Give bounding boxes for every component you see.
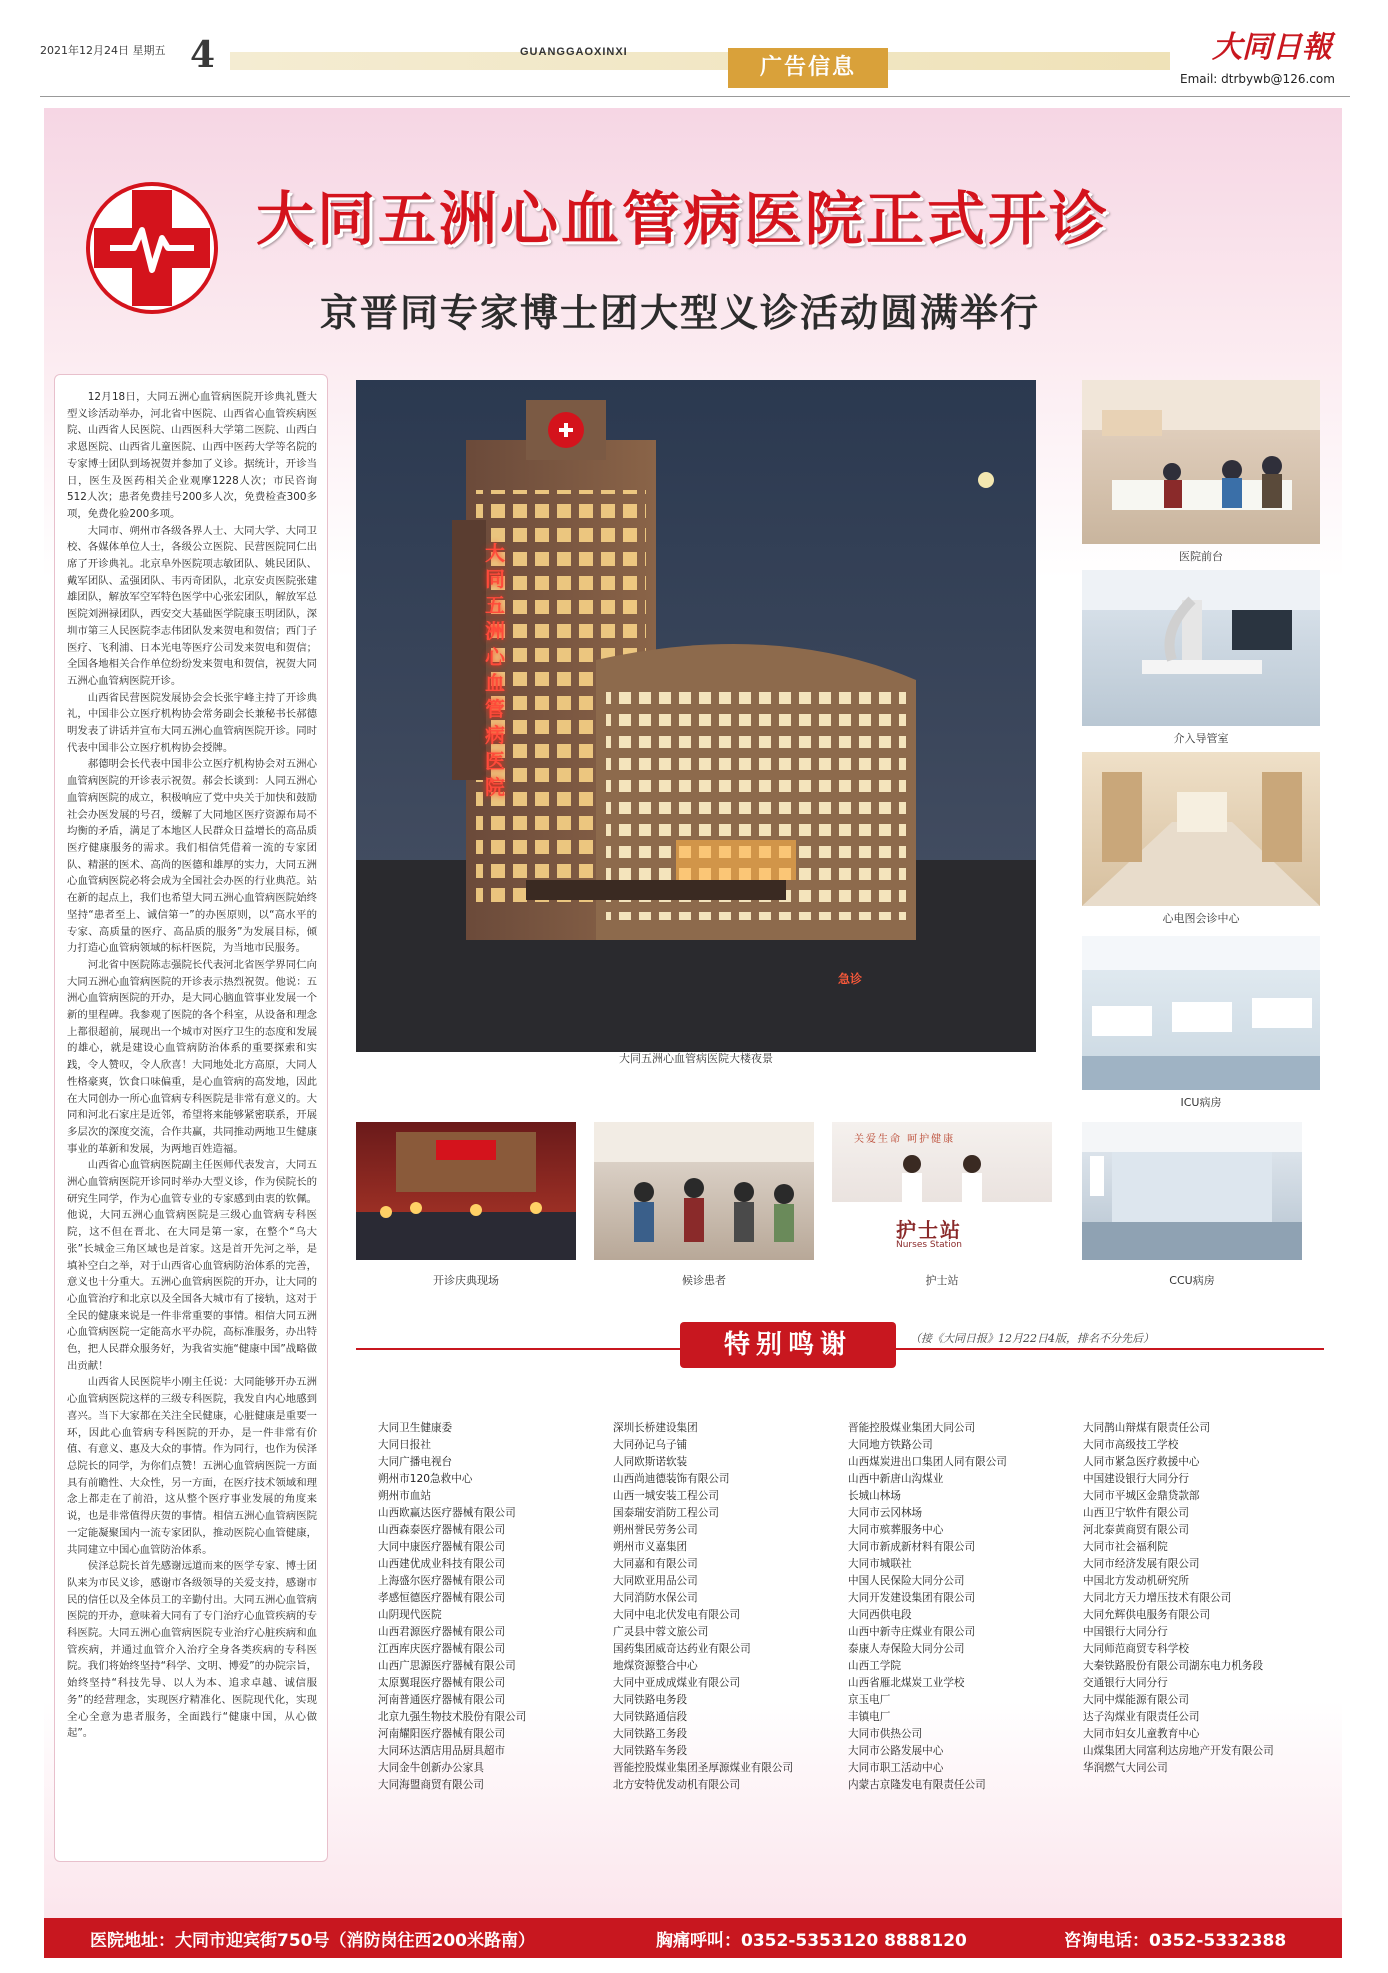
sponsor-name: 大同欧亚用品公司 (613, 1575, 698, 1587)
sponsor-name: 山西君源医疗器械有限公司 (378, 1626, 506, 1638)
sponsor-name: 丰镇电厂 (848, 1711, 891, 1723)
caption-ecg-center: 心电图会诊中心 (1162, 912, 1240, 925)
thanks-column (1083, 1420, 1318, 1860)
sponsor-name: 朔州市120急救中心 (378, 1473, 473, 1485)
sponsor-name: 北京九强生物技术股份有限公司 (378, 1711, 527, 1723)
sponsor-name: 中国银行大同分行 (1083, 1626, 1168, 1638)
article-paragraph: 大同市、朔州市各级各界人士、大同大学、大同卫校、各媒体单位人士，各级公立医院、民营医院同仁出席了开诊典礼。北京阜外医院项志敏团队、姚民团队、戴军团队、孟强团队、韦丙奇团队，北京安贞医院张建雄团队，解放军空军特色医学中心张宏团队，解放军总医院刘洲禄团队，西安交大基础医学院康玉明团队，深圳市第三人民医院李志伟团队发来贺电和贺信；西门子医疗、飞利浦、日本光电等医疗公司发来贺电和贺信；全国各地相关合作单位纷纷发来贺电和贺信，祝贺大同五洲心血管病医院开诊。 (67, 524, 317, 687)
sponsor-name: 人同市紧急医疗救援中心 (1083, 1456, 1200, 1468)
ad-subheadline: 京晋同专家博士团大型义诊活动圆满举行 (320, 291, 1041, 335)
ceremony-photo (356, 1122, 576, 1260)
section-pinyin: GUANGGAOXINXI (520, 46, 628, 58)
medical-cross-icon (82, 178, 222, 318)
sponsor-name: 河南耀阳医疗器械有限公司 (378, 1728, 506, 1740)
chest-pain-hotline: 胸痛呼叫：0352-5353120 8888120 (656, 1930, 967, 1951)
nurse-station-photo (832, 1122, 1052, 1260)
caption-icu: ICU病房 (1180, 1096, 1222, 1109)
sponsor-name: 大同市公路发展中心 (848, 1745, 944, 1757)
masthead (0, 0, 1388, 110)
icu-photo (1082, 936, 1320, 1090)
ecg-center-photo (1082, 752, 1320, 906)
caption-cath-lab: 介入导管室 (1173, 732, 1229, 745)
sponsor-name: 朔州誉民劳务公司 (613, 1524, 698, 1536)
sponsor-name: 大秦铁路股份有限公司湖东电力机务段 (1083, 1660, 1264, 1672)
sponsor-name: 国泰瑞安消防工程公司 (613, 1507, 719, 1519)
sponsor-name: 大同中煤能源有限公司 (1083, 1694, 1189, 1706)
front-desk-photo (1082, 380, 1320, 544)
article-paragraph: 河北省中医院陈志强院长代表河北省医学界同仁向大同五洲心血管病医院的开诊表示热烈祝贺。他说：五洲心血管病医院的开办，是大同心脑血管事业发展一个新的里程碑。我参观了医院的各个科室，从设备和理念上都很超前，展现出一个城市对医疗卫生的态度和发展的雄心，就是建设心血管病防治体系的重要探索和实践，令人赞叹，令人欣喜！大同地处北方高原，大同人性格豪爽，饮食口味偏重，是心血管病的高发地，因此在大同创办一所心血管病专科医院是非常有意义的。大同和河北石家庄是近邻，希望将来能够紧密联系，开展多层次的深度交流，合作共赢，共同推动两地卫生健康事业的革新和发展，为两地百姓造福。 (67, 958, 317, 1155)
sponsor-name: 太原翼琨医疗器械有限公司 (378, 1677, 506, 1689)
sponsor-name: 中国北方发动机研究所 (1083, 1575, 1189, 1587)
sponsor-name: 朔州市义嘉集团 (613, 1541, 688, 1553)
sponsor-name: 河北泰黄商贸有限公司 (1083, 1524, 1189, 1536)
sponsor-name: 山西尚迪德装饰有限公司 (613, 1473, 730, 1485)
sponsor-name: 晋能控股煤业集团大同公司 (848, 1422, 976, 1434)
sponsor-name: 大同北方天力增压技术有限公司 (1083, 1592, 1232, 1604)
sponsor-name: 大同市供热公司 (848, 1728, 923, 1740)
thanks-note: （接《大同日报》12月22日4版，排名不分先后） (910, 1332, 1154, 1345)
sponsor-name: 大同嘉和有限公司 (613, 1558, 698, 1570)
sponsor-name: 大同师范商贸专科学校 (1083, 1643, 1189, 1655)
sponsor-name: 大同孙记乌子铺 (613, 1439, 688, 1451)
section-title: 广告信息 (728, 48, 888, 88)
caption-ceremony: 开诊庆典现场 (433, 1274, 499, 1287)
caption-patients: 候诊患者 (682, 1274, 726, 1287)
hospital-address: 医院地址：大同市迎宾街750号（消防岗往西200米路南） (90, 1930, 535, 1951)
sponsor-name: 大同卫生健康委 (378, 1422, 453, 1434)
sponsor-name: 大同市平城区金鼎贷款部 (1083, 1490, 1200, 1502)
sponsor-name: 大同开发建设集团有限公司 (848, 1592, 976, 1604)
ccu-photo (1082, 1122, 1302, 1260)
sponsor-name: 大同中亚成成煤业有限公司 (613, 1677, 741, 1689)
sponsor-name: 大同市职工活动中心 (848, 1762, 944, 1774)
caption-front-desk: 医院前台 (1179, 550, 1223, 563)
sponsor-name: 国药集团威奇达药业有限公司 (613, 1643, 751, 1655)
sponsor-name: 大同金牛创新办公家具 (378, 1762, 484, 1774)
sponsor-name: 大同地方铁路公司 (848, 1439, 933, 1451)
sponsor-name: 河南普通医疗器械有限公司 (378, 1694, 506, 1706)
masthead-rule (40, 96, 1350, 97)
sponsor-name: 大同市殡葬服务中心 (848, 1524, 944, 1536)
sponsor-name: 中国建设银行大同分行 (1083, 1473, 1189, 1485)
sponsor-name: 大同允辉供电服务有限公司 (1083, 1609, 1211, 1621)
consult-phone: 咨询电话：0352-5332388 (1064, 1930, 1287, 1951)
contact-footer (44, 1918, 1342, 1958)
sponsor-name: 大同市云冈林场 (848, 1507, 923, 1519)
contact-email: Email: dtrbywb@126.com (1180, 72, 1335, 86)
emergency-sign: 急诊 (838, 972, 863, 986)
sponsor-name: 山西森泰医疗器械有限公司 (378, 1524, 506, 1536)
sponsor-name: 山西中新寺庄煤业有限公司 (848, 1626, 976, 1638)
sponsor-name: 大同市经济发展有限公司 (1083, 1558, 1200, 1570)
sponsor-name: 大同中电北伏发电有限公司 (613, 1609, 741, 1621)
caption-nurse-station: 护士站 (925, 1274, 959, 1287)
page-number: 4 (190, 34, 216, 76)
sponsor-name: 大同铁路电务段 (613, 1694, 688, 1706)
sponsor-name: 人同欧斯诺软装 (613, 1456, 688, 1468)
sponsor-name: 大同海盟商贸有限公司 (378, 1779, 484, 1791)
sponsor-name: 广灵县中蓉文旅公司 (613, 1626, 709, 1638)
sponsor-name: 大同铁路工务段 (613, 1728, 688, 1740)
sponsor-name: 大同市新成新材料有限公司 (848, 1541, 976, 1553)
article-paragraph: 山西省人民医院毕小刚主任说：大同能够开办五洲心血管病医院这样的三级专科医院，我发自内心地感到喜兴。当下大家都在关注全民健康，心脏健康是重要一环，因此心血管病专科医院的开办，是一件非常有价值、有意义、惠及大众的事情。作为同行，也作为侯泽总院长的同学，为你们点赞！五洲心血管病医院一方面具有前瞻性、大众性，另一方面，在医疗技术领域和理念上都走在了前沿，这从整个医疗事业发展的角度来说，也是非常值得庆贺的事情。相信五洲心血管病医院一定能凝聚国内一流专家团队，推动医院心血管健康，共同建立中国心血管防治体系。 (67, 1376, 317, 1556)
sponsor-name: 华润燃气大同公司 (1083, 1762, 1168, 1774)
sponsor-name: 长城山林场 (848, 1490, 901, 1502)
article-paragraph: 侯泽总院长首先感谢远道而来的医学专家、博士团队来为市民义诊，感谢市各级领导的关爱支持，感谢市民的信任以及全体员工的辛勤付出。大同五洲心血管病医院的开办，意味着大同有了专门治疗心血管疾病的专科医院。大同五洲心血管病医院专业治疗心脏疾病和血管疾病，并通过血管介入治疗全身各类疾病的专科医院。我们将始终坚持“科学、文明、博爱”的办院宗旨，始终坚持“科技先导、以人为本、追求卓越、诚信服务”的经营理念，实现医疗精准化、医院现代化，实现全心全意为患者服务，全面践行“健康中国，从心做起”。 (67, 1560, 317, 1740)
sponsor-name: 内蒙古京隆发电有限责任公司 (848, 1779, 986, 1791)
sponsor-name: 大同中康医疗器械有限公司 (378, 1541, 506, 1553)
thanks-column (378, 1420, 613, 1860)
sponsor-name: 晋能控股煤业集团圣厚源煤业有限公司 (613, 1762, 794, 1774)
care-banner-text: 关爱生命 呵护健康 (854, 1134, 956, 1145)
sponsor-name: 大同市城联社 (848, 1558, 912, 1570)
sponsor-name: 江西库庆医疗器械有限公司 (378, 1643, 506, 1655)
sponsor-name: 山西工学院 (848, 1660, 901, 1672)
sponsor-name: 京玉电厂 (848, 1694, 891, 1706)
sponsor-name: 泰康人寿保险大同分公司 (848, 1643, 965, 1655)
patients-photo (594, 1122, 814, 1260)
ad-headline: 大同五洲心血管病医院正式开诊 (256, 185, 1111, 253)
sponsor-name: 大同环达酒店用品厨具超市 (378, 1745, 506, 1757)
sponsor-name: 大同西供电段 (848, 1609, 912, 1621)
nurse-station-sign-en: Nurses Station (896, 1240, 962, 1250)
sponsor-name: 山阴现代医院 (378, 1609, 442, 1621)
sponsor-name: 大同市高级技工学校 (1083, 1439, 1179, 1451)
article-paragraph: 山西省民营医院发展协会会长张宇峰主持了开诊典礼，中国非公立医疗机构协会常务副会长兼秘书长郝德明发表了讲话并宣布大同五洲心血管病医院开诊。同时代表中国非公立医疗机构协会授牌。 (67, 691, 317, 754)
sponsor-name: 山西煤炭进出口集团人同有限公司 (848, 1456, 1007, 1468)
article-paragraph: 12月18日，大同五洲心血管病医院开诊典礼暨大型义诊活动举办，河北省中医院、山西省心血管疾病医院、山西省人民医院、山西医科大学第二医院、山西白求恩医院、山西省儿童医院、山西中医药大学等名院的专家博士团队到场祝贺并参加了义诊。据统计，开诊当日，医生及医药相关企业观摩1228人次；市民咨询512人次；患者免费挂号200多人次，免费检查300多项，免费化验200多项。 (67, 391, 317, 520)
sponsor-name: 中国人民保险大同分公司 (848, 1575, 965, 1587)
sponsor-name: 山西欧赢达医疗器械有限公司 (378, 1507, 516, 1519)
sponsor-name: 大同广播电视台 (378, 1456, 453, 1468)
hospital-night-photo (356, 380, 1036, 1052)
article-paragraph: 山西省心血管病医院副主任医师代表发言，大同五洲心血管病医院开诊同时举办大型义诊，作为侯院长的研究生同学，作为心血管专业的专家感到由衷的钦佩。他说，大同五洲心血管病医院是三级心血管病专科医院，这不但在晋北、在大同是第一家，在整个“乌大张”长城金三角区域也是首家。这是首开先河之举，是填补空白之举，对于山西省心血管病防治体系的完善，意义也十分重大。五洲心血管病医院的开办，让大同的心血管治疗和北京以及全国各大城市有了接轨，这对于全民的健康来说是一件非常重要的事情。相信大同五洲心血管病医院一定能高水平办院，高标准服务，办出特色，把人民群众服务好，为我省实施“健康中国”战略做出贡献！ (67, 1159, 317, 1372)
thanks-column (848, 1420, 1083, 1860)
sponsor-name: 深圳长桥建设集团 (613, 1422, 698, 1434)
sponsor-name: 大同日报社 (378, 1439, 431, 1451)
article-body (54, 374, 328, 1862)
sponsor-name: 大同消防水保公司 (613, 1592, 698, 1604)
section-bar (230, 52, 1170, 70)
caption-ccu: CCU病房 (1169, 1274, 1215, 1287)
sponsor-name: 大同铁路通信段 (613, 1711, 688, 1723)
nurse-station-sign: 护士站 (896, 1218, 962, 1242)
sponsor-name: 山煤集团大同富利达房地产开发有限公司 (1083, 1745, 1274, 1757)
sponsor-name: 北方安特优发动机有限公司 (613, 1779, 741, 1791)
sponsor-name: 地煤资源整合中心 (613, 1660, 698, 1672)
sponsor-name: 大同铁路车务段 (613, 1745, 688, 1757)
sponsor-name: 朔州市血站 (378, 1490, 431, 1502)
thanks-list (378, 1420, 1318, 1860)
sponsor-name: 大同市社会福利院 (1083, 1541, 1168, 1553)
sponsor-name: 达子沟煤业有限责任公司 (1083, 1711, 1200, 1723)
sponsor-name: 山西一城安装工程公司 (613, 1490, 719, 1502)
sponsor-name: 交通银行大同分行 (1083, 1677, 1168, 1689)
building-sign-text: 大同五洲心血管病医院 (485, 541, 505, 799)
sponsor-name: 山西省雁北煤炭工业学校 (848, 1677, 965, 1689)
sponsor-name: 山西广思源医疗器械有限公司 (378, 1660, 516, 1672)
article-paragraph: 郝德明会长代表中国非公立医疗机构协会对五洲心血管病医院的开诊表示祝贺。郝会长谈到：人同五洲心血管病医院的成立，积极响应了党中央关于加快和鼓励社会办医发展的号召，缓解了大同地区医疗资源布局不均衡的矛盾，满足了本地区人民群众日益增长的高品质医疗健康服务的需求。我们相信凭借着一流的专家团队、精湛的医术、高尚的医德和雄厚的实力，大同五洲心血管病医院必将会成为全国社会办医的行业典范。站在新的起点上，我们也希望大同五洲心血管病医院始终坚持“患者至上、诚信第一”的办医原则，以“高水平的专家、高质量的医疗、高品质的服务”为发展目标，倾力打造心血管病领域的标杆医院，为当地市民服务。 (67, 758, 317, 955)
sponsor-name: 山西建优成业科技有限公司 (378, 1558, 506, 1570)
sponsor-name: 大同市妇女儿童教育中心 (1083, 1728, 1200, 1740)
sponsor-name: 孝感恒德医疗器械有限公司 (378, 1592, 506, 1604)
thanks-column (613, 1420, 848, 1860)
newspaper-logo: 大同日報 (1212, 30, 1332, 65)
sponsor-name: 山西中新唐山沟煤业 (848, 1473, 944, 1485)
special-thanks-label: 特别鸣谢 (680, 1322, 896, 1368)
sponsor-name: 大同鹊山辩煤有限责任公司 (1083, 1422, 1211, 1434)
issue-date: 2021年12月24日 星期五 (40, 44, 166, 57)
caption-main-photo: 大同五洲心血管病医院大楼夜景 (619, 1052, 773, 1065)
sponsor-name: 山西卫宁软件有限公司 (1083, 1507, 1189, 1519)
sponsor-name: 上海盛尔医疗器械有限公司 (378, 1575, 506, 1587)
cath-lab-photo (1082, 570, 1320, 726)
